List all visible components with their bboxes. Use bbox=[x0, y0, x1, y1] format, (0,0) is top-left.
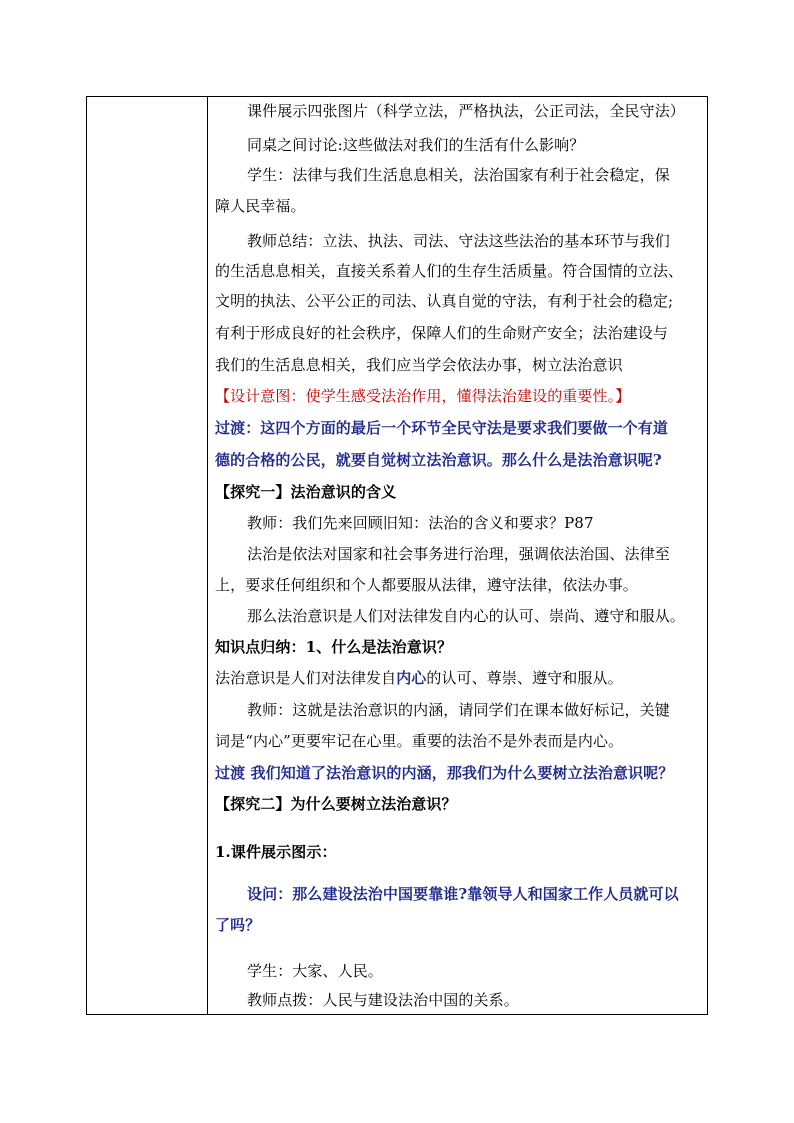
text-line: 教师总结：立法、执法、司法、守法这些法治的基本环节与我们 bbox=[247, 232, 670, 250]
section-heading: 【探究一】法治意识的含义 bbox=[215, 483, 397, 501]
text-line: 词是“内心”更要牢记在心里。重要的法治不是外表而是内心。 bbox=[215, 732, 624, 750]
text-line: 我们的生活息息相关，我们应当学会依法办事，树立法治意识 bbox=[215, 356, 623, 374]
keyword-highlight: 内心 bbox=[396, 669, 427, 687]
left-column-cell bbox=[87, 97, 208, 1014]
text-line: 法治是依法对国家和社会事务进行治理，强调依法治国、法律至 bbox=[247, 545, 670, 563]
content-cell bbox=[215, 97, 703, 1014]
section-heading: 【探究二】为什么要树立法治意识？ bbox=[215, 795, 457, 813]
text-line: 障人民幸福。 bbox=[215, 197, 306, 215]
text-line: 教师点拨：人民与建设法治中国的关系。 bbox=[247, 991, 519, 1009]
text-segment: 的认可、尊崇、遵守和服从。 bbox=[426, 669, 623, 687]
text-line: 学生：法律与我们生活息息相关，法治国家有利于社会稳定，保 bbox=[247, 166, 670, 184]
text-line: 教师：这就是法治意识的内涵，请同学们在课本做好标记，关键 bbox=[247, 701, 670, 719]
knowledge-summary-heading: 知识点归纳：1、什么是法治意识？ bbox=[215, 638, 453, 656]
text-line: 有利于形成良好的社会秩序，保障人们的生命财产安全；法治建设与 bbox=[215, 324, 669, 342]
design-intent-note: 【设计意图：使学生感受法治作用，懂得法治建设的重要性。】 bbox=[215, 387, 631, 405]
text-line: 的生活息息相关，直接关系着人们的生存生活质量。符合国情的立法、 bbox=[215, 262, 684, 280]
text-line: 学生：大家、人民。 bbox=[247, 962, 383, 980]
text-line: 文明的执法、公平公正的司法、认真自觉的守法，有利于社会的稳定; bbox=[215, 292, 674, 310]
text-segment: 法治意识是人们对法律发自 bbox=[215, 669, 397, 687]
text-line bbox=[215, 668, 623, 688]
text-line: 那么法治意识是人们对法律发自内心的认可、崇尚、遵守和服从。 bbox=[247, 607, 685, 625]
question-text: 了吗？ bbox=[215, 916, 261, 934]
question-text: 设问：那么建设法治中国要靠谁?靠领导人和国家工作人员就可以 bbox=[247, 885, 679, 903]
transition-text: 德的合格的公民，就要自觉树立法治意识。那么什么是法治意识呢? bbox=[215, 451, 662, 469]
subsection-heading: 1.课件展示图示： bbox=[215, 843, 337, 861]
text-line: 教师：我们先来回顾旧知：法治的含义和要求？P87 bbox=[247, 514, 594, 532]
transition-text: 过渡：这四个方面的最后一个环节全民守法是要求我们要做一个有道 bbox=[215, 419, 669, 437]
lesson-table bbox=[86, 96, 708, 1015]
text-line: 同桌之间讨论:这些做法对我们的生活有什么影响？ bbox=[247, 136, 585, 154]
text-line: 课件展示四张图片（科学立法，严格执法，公正司法，全民守法） bbox=[247, 102, 685, 120]
transition-text: 过渡 我们知道了法治意识的内涵，那我们为什么要树立法治意识呢？ bbox=[215, 764, 674, 782]
text-line: 上，要求任何组织和个人都要服从法律，遵守法律，依法办事。 bbox=[215, 576, 638, 594]
